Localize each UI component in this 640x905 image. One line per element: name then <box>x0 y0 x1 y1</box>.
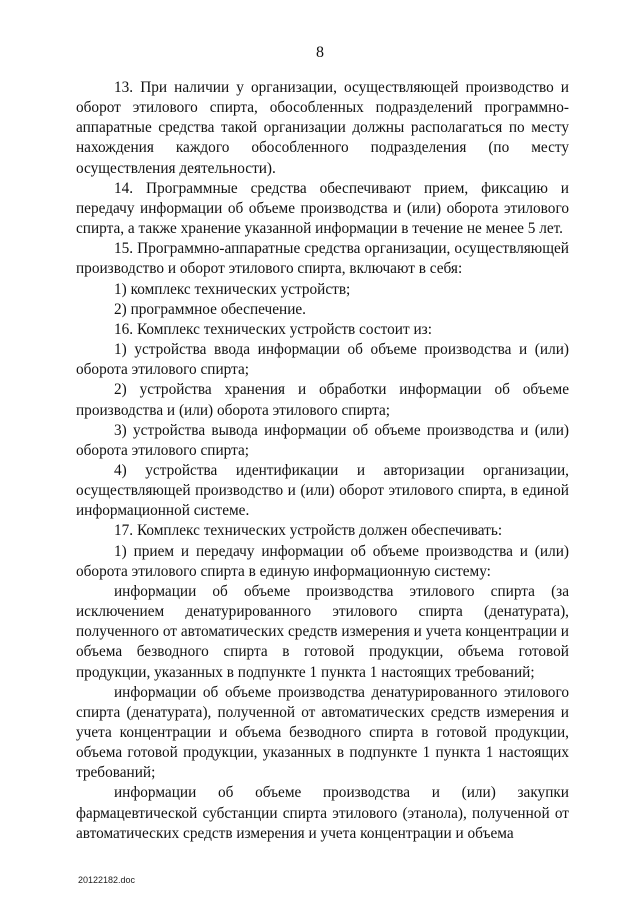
list-item-15-1: 1) комплекс технических устройств; <box>114 280 351 298</box>
list-item-16-1: 1) устройства ввода информации об объеме производства и (или) оборота этилового спирта; <box>76 341 569 379</box>
sub-item-ethyl-spirit: информации об объеме производства этилового спирта (за исключением денатурированного этилового спирта (денатурата), полученного от автоматических средств измерения и учета концентрации и объема безводного спирта в готовой продукции, объема готовой продукции, указанных в подпункте 1 пункта 1 настоящих требований; <box>76 582 569 681</box>
footer-file-name: 20122182.doc <box>78 875 136 885</box>
paragraph-15: 15. Программно-аппаратные средства организации, осуществляющей производство и оборот этилового спирта, включают в себя: <box>76 240 569 278</box>
sub-item-denatured-spirit: информации об объеме производства денатурированного этилового спирта (денатурата), полученной от автоматических средств измерения и учета концентрации и объема безводного спирта в готовой продукции, объема готовой продукции, указанных в подпункте 1 пункта 1 настоящих требований; <box>76 683 569 782</box>
page-number: 8 <box>316 44 324 61</box>
paragraph-13: 13. При наличии у организации, осуществляющей производство и оборот этилового спирта, обособленных подразделений программно-аппаратные средства такой организации должны располагаться по месту нахождения каждого обособленного подразделения (по месту осуществления деятельности). <box>76 79 569 177</box>
paragraph-14: 14. Программные средства обеспечивают прием, фиксацию и передачу информации об объеме производства и (или) оборота этилового спирта, а также хранение указанной информации в течение не менее 5 лет. <box>76 179 569 238</box>
paragraph-16: 16. Комплекс технических устройств состоит из: <box>114 320 432 338</box>
list-item-15-2: 2) программное обеспечение. <box>114 300 307 318</box>
list-item-17-1: 1) прием и передачу информации об объеме производства и (или) оборота этилового спирта в единую информационную систему: <box>76 542 569 580</box>
document-body <box>76 78 569 844</box>
list-item-16-3: 3) устройства вывода информации об объеме производства и (или) оборота этилового спирта; <box>76 421 569 459</box>
list-item-16-4: 4) устройства идентификации и авторизации организации, осуществляющей производство и (или) оборот этилового спирта, в единой информационной системе. <box>76 461 569 520</box>
list-item-16-2: 2) устройства хранения и обработки информации об объеме производства и (или) оборота этилового спирта; <box>76 381 569 419</box>
paragraph-17: 17. Комплекс технических устройств должен обеспечивать: <box>114 522 503 540</box>
sub-item-pharmaceutical-substance: информации об объеме производства и (или) закупки фармацевтической субстанции спирта этилового (этанола), полученной от автоматических средств измерения и учета концентрации и объема <box>76 784 569 842</box>
